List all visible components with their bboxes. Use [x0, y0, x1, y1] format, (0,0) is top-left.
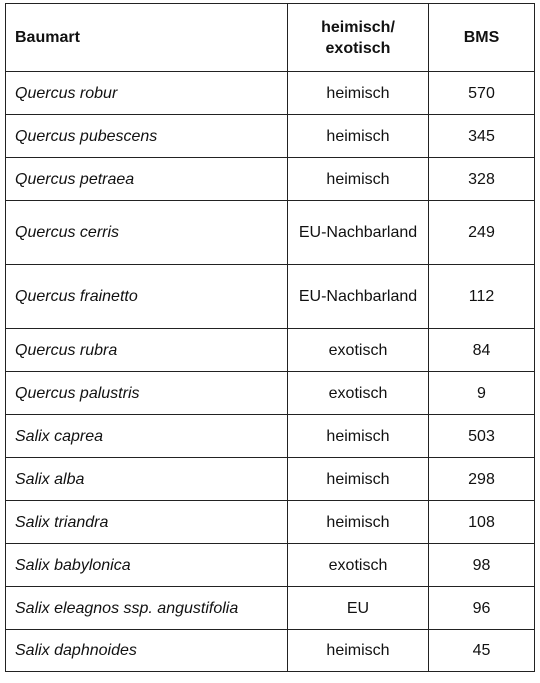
- cell-origin: EU: [288, 587, 429, 630]
- table-row: [6, 72, 535, 115]
- cell-bms: 108: [429, 501, 535, 544]
- cell-bms: 96: [429, 587, 535, 630]
- table-header-row: [6, 4, 535, 72]
- species-table-container: [5, 3, 534, 672]
- cell-species: Quercus robur: [6, 72, 288, 115]
- cell-species: Quercus rubra: [6, 329, 288, 372]
- cell-origin: exotisch: [288, 544, 429, 587]
- cell-origin: EU-Nachbarland: [288, 201, 429, 265]
- table-row: [6, 329, 535, 372]
- cell-origin: exotisch: [288, 329, 429, 372]
- table-row: [6, 265, 535, 329]
- species-table: [5, 3, 535, 672]
- cell-species: Quercus cerris: [6, 201, 288, 265]
- cell-species: Salix babylonica: [6, 544, 288, 587]
- cell-bms: 112: [429, 265, 535, 329]
- cell-species: Quercus petraea: [6, 158, 288, 201]
- cell-origin: heimisch: [288, 415, 429, 458]
- header-bms: BMS: [429, 4, 535, 72]
- cell-bms: 249: [429, 201, 535, 265]
- cell-bms: 503: [429, 415, 535, 458]
- table-row: [6, 630, 535, 672]
- cell-origin: heimisch: [288, 115, 429, 158]
- table-row: [6, 201, 535, 265]
- header-species: Baumart: [6, 4, 288, 72]
- table-row: [6, 415, 535, 458]
- cell-bms: 298: [429, 458, 535, 501]
- cell-bms: 98: [429, 544, 535, 587]
- cell-species: Quercus palustris: [6, 372, 288, 415]
- cell-bms: 345: [429, 115, 535, 158]
- cell-origin: EU-Nachbarland: [288, 265, 429, 329]
- table-row: [6, 458, 535, 501]
- cell-species: Salix daphnoides: [6, 630, 288, 672]
- cell-origin: exotisch: [288, 372, 429, 415]
- cell-bms: 45: [429, 630, 535, 672]
- table-row: [6, 115, 535, 158]
- cell-species: Salix triandra: [6, 501, 288, 544]
- cell-origin: heimisch: [288, 72, 429, 115]
- cell-origin: heimisch: [288, 458, 429, 501]
- cell-species: Salix caprea: [6, 415, 288, 458]
- cell-origin: heimisch: [288, 501, 429, 544]
- table-row: [6, 372, 535, 415]
- cell-species: Salix alba: [6, 458, 288, 501]
- cell-origin: heimisch: [288, 630, 429, 672]
- cell-bms: 9: [429, 372, 535, 415]
- table-row: [6, 587, 535, 630]
- cell-bms: 570: [429, 72, 535, 115]
- table-row: [6, 544, 535, 587]
- cell-species: Quercus frainetto: [6, 265, 288, 329]
- cell-species: Quercus pubescens: [6, 115, 288, 158]
- cell-bms: 328: [429, 158, 535, 201]
- cell-bms: 84: [429, 329, 535, 372]
- table-row: [6, 158, 535, 201]
- cell-origin: heimisch: [288, 158, 429, 201]
- header-origin: heimisch/ exotisch: [288, 4, 429, 72]
- cell-species: Salix eleagnos ssp. angustifolia: [6, 587, 288, 630]
- table-row: [6, 501, 535, 544]
